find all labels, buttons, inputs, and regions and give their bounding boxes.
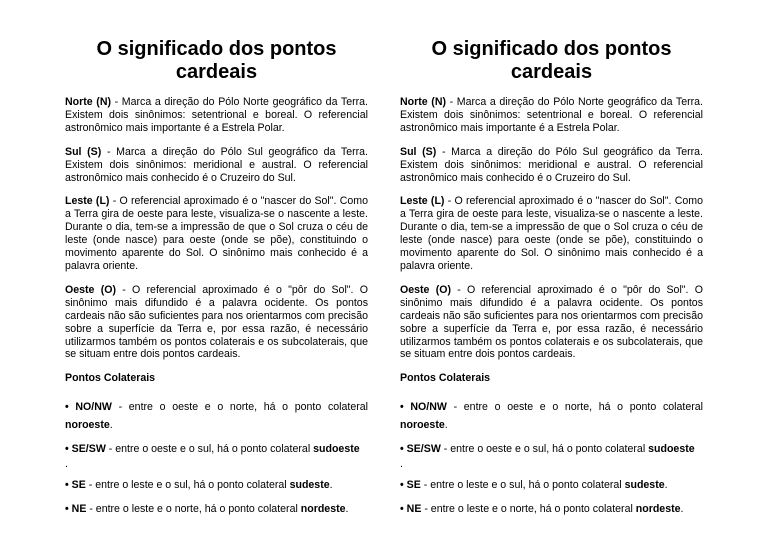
- entry-label: Leste (L): [65, 195, 110, 208]
- bullet-mark: •: [400, 443, 404, 456]
- entry-text: - Marca a direção do Pólo Norte geográfico da Terra. Existem dois sinônimos: setentrional e boreal. O referencial astronômico mais importante é a Estrela Polar.: [400, 96, 703, 134]
- entry-text: - Marca a direção do Pólo Sul geográfico da Terra. Existem dois sinônimos: meridional e austral. O referencial astronômico mais conhecido é o Cruzeiro do Sul.: [65, 145, 368, 184]
- bullet-end: .: [680, 503, 684, 516]
- bullet-mark: •: [400, 479, 404, 492]
- bullet-sesw: [65, 440, 368, 458]
- colaterais-heading: Pontos Colaterais: [65, 372, 156, 385]
- bullet-mark: •: [65, 479, 69, 492]
- bullet-label: SE: [71, 479, 86, 492]
- bullet-end: .: [664, 479, 668, 492]
- bullet-se: [65, 476, 368, 494]
- entry-leste: [400, 195, 703, 272]
- entry-text: - O referencial aproximado é o "nascer do Sol". Como a Terra gira de oeste para leste, visualiza-se o nascente a leste. Durante o dia, tem-se a impressão de que o Sol cruza o céu de leste (onde nasce) para oeste (onde se põe), constituindo o movimento aparente do Sol. O sinônimo mais conhecido é a palavra oriente.: [400, 195, 703, 272]
- stray-period: .: [400, 458, 403, 471]
- bullet-term: noroeste: [65, 419, 110, 432]
- bullet-mark: •: [400, 503, 404, 516]
- bullet-text: - entre o oeste e o norte, há o ponto colateral: [111, 401, 368, 414]
- bullet-end: .: [109, 419, 113, 432]
- bullet-label: SE/SW: [406, 443, 441, 456]
- entry-label: Sul (S): [400, 145, 437, 158]
- entry-label: Leste (L): [400, 195, 445, 208]
- bullet-text: - entre o oeste e o sul, há o ponto colateral: [105, 443, 314, 456]
- bullet-term: noroeste: [400, 419, 445, 432]
- bullet-nonw: [65, 398, 368, 434]
- page-title: O significado dos pontos cardeais: [96, 38, 337, 83]
- bullet-sesw: [400, 440, 703, 458]
- bullet-term: nordeste: [300, 503, 346, 516]
- page-title: O significado dos pontos cardeais: [431, 38, 672, 83]
- bullet-mark: •: [65, 443, 69, 456]
- right-column: [400, 38, 703, 524]
- bullet-term: sudoeste: [313, 443, 360, 456]
- bullet-text: - entre o oeste e o norte, há o ponto colateral: [446, 401, 703, 414]
- bullet-label: NE: [71, 503, 87, 516]
- bullet-ne: [400, 500, 703, 518]
- bullet-mark: •: [400, 401, 404, 414]
- bullet-label: NO/NW: [410, 401, 447, 414]
- stray-period: .: [65, 458, 68, 471]
- bullet-text: - entre o oeste e o sul, há o ponto colateral: [440, 443, 649, 456]
- entry-norte: [65, 96, 368, 135]
- entry-text: - Marca a direção do Pólo Norte geográfico da Terra. Existem dois sinônimos: setentrional e boreal. O referencial astronômico mais importante é a Estrela Polar.: [65, 96, 368, 134]
- entry-label: Sul (S): [65, 145, 102, 158]
- bullet-term: sudeste: [624, 479, 665, 492]
- bullet-se: [400, 476, 703, 494]
- bullet-mark: •: [65, 401, 69, 414]
- bullet-term: nordeste: [635, 503, 681, 516]
- bullet-end: .: [444, 419, 448, 432]
- bullet-text: - entre o leste e o sul, há o ponto colateral: [420, 479, 625, 492]
- entry-label: Oeste (O): [400, 283, 451, 296]
- entry-leste: [65, 195, 368, 272]
- bullet-nonw: [400, 398, 703, 434]
- colaterais-heading: Pontos Colaterais: [400, 372, 491, 385]
- bullet-text: - entre o leste e o norte, há o ponto colateral: [421, 503, 636, 516]
- bullet-label: SE/SW: [71, 443, 106, 456]
- entry-label: Oeste (O): [65, 283, 116, 296]
- entry-oeste: [400, 284, 703, 361]
- bullet-mark: •: [65, 503, 69, 516]
- entry-text: - O referencial aproximado é o "nascer do Sol". Como a Terra gira de oeste para leste, visualiza-se o nascente a leste. Durante o dia, tem-se a impressão de que o Sol cruza o céu de leste (onde nasce) para oeste (onde se põe), constituindo o movimento aparente do Sol. O sinônimo mais conhecido é a palavra oriente.: [65, 195, 368, 272]
- bullet-label: NO/NW: [75, 401, 112, 414]
- entry-text: - O referencial aproximado é o "pôr do Sol". O sinônimo mais difundido é a palavra ocidente. Os pontos cardeais não são suficientes para nos orientarmos com precisão sobre a superfície da Terra e, por essa razão, é necessário utilizarmos também os pontos colaterais e os subcolaterais, que se situam entre dois pontos cardeais.: [65, 283, 368, 361]
- entry-norte: [400, 96, 703, 135]
- left-column: [65, 38, 368, 524]
- bullet-end: .: [329, 479, 333, 492]
- entry-sul: [65, 146, 368, 185]
- bullet-term: sudoeste: [648, 443, 695, 456]
- bullet-term: sudeste: [289, 479, 330, 492]
- entry-text: - Marca a direção do Pólo Sul geográfico da Terra. Existem dois sinônimos: meridional e austral. O referencial astronômico mais conhecido é o Cruzeiro do Sul.: [400, 145, 703, 184]
- bullet-text: - entre o leste e o sul, há o ponto colateral: [85, 479, 290, 492]
- entry-label: Norte (N): [65, 96, 112, 108]
- bullet-ne: [65, 500, 368, 518]
- bullet-label: NE: [406, 503, 422, 516]
- entry-label: Norte (N): [400, 96, 447, 108]
- entry-text: - O referencial aproximado é o "pôr do Sol". O sinônimo mais difundido é a palavra ocidente. Os pontos cardeais não são suficientes para nos orientarmos com precisão sobre a superfície da Terra e, por essa razão, é necessário utilizarmos também os pontos colaterais e os subcolaterais, que se situam entre dois pontos cardeais.: [400, 283, 703, 361]
- bullet-end: .: [345, 503, 349, 516]
- bullet-label: SE: [406, 479, 421, 492]
- entry-sul: [400, 146, 703, 185]
- bullet-text: - entre o leste e o norte, há o ponto colateral: [86, 503, 301, 516]
- entry-oeste: [65, 284, 368, 361]
